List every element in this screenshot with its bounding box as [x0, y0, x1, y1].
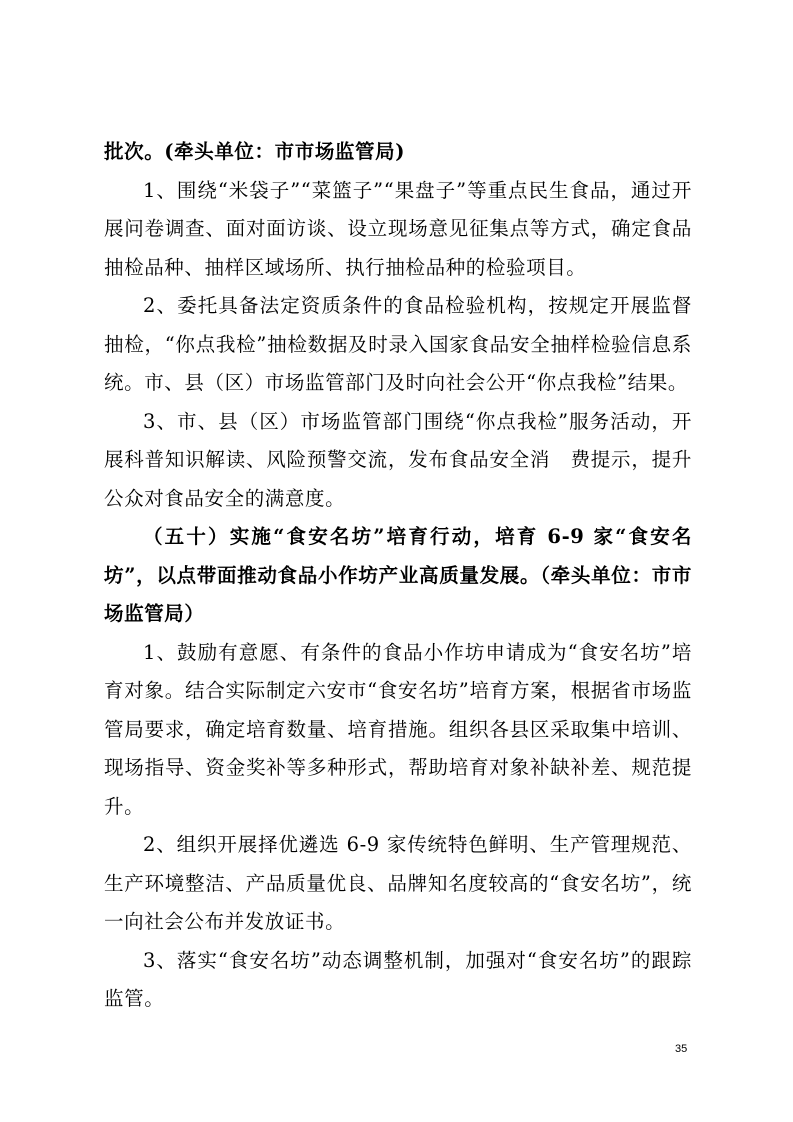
paragraph-item-3: 3、市、县（区）市场监管部门围绕“你点我检”服务活动，开展科普知识解读、风险预警交流，发布食品安全消 费提示，提升公众对食品安全的满意度。: [104, 409, 692, 510]
paragraph-item-3-section-50: 3、落实“食安名坊”动态调整机制，加强对“食安名坊”的跟踪监管。: [104, 948, 692, 1010]
section-heading-50: （五十）实施“食安名坊”培育行动，培育 6-9 家“食安名坊”，以点带面推动食品小作坊产业高质量发展。（牵头单位：市市场监管局）: [104, 525, 692, 625]
page-number: 35: [675, 1043, 688, 1055]
paragraph-lead-unit: 批次。(牵头单位：市市场监管局): [104, 140, 406, 163]
paragraph-item-2-section-50: 2、组织开展择优遴选 6-9 家传统特色鲜明、生产管理规范、生产环境整洁、产品质量优良、品牌知名度较高的“食安名坊”，统一向社会公布并发放证书。: [104, 833, 692, 933]
paragraph-item-2: 2、委托具备法定资质条件的食品检验机构，按规定开展监督抽检，“你点我检”抽检数据及时录入国家食品安全抽样检验信息系统。市、县（区）市场监管部门及时向社会公开“你点我检”结果。: [104, 294, 692, 394]
document-page: [104, 133, 692, 1019]
paragraph-item-1-section-50: 1、鼓励有意愿、有条件的食品小作坊申请成为“食安名坊”培育对象。结合实际制定六安市“食安名坊”培育方案，根据省市场监管局要求，确定培育数量、培育措施。组织各县区采取集中培训、现场指导、资金奖补等多种形式，帮助培育对象补缺补差、规范提升。: [104, 640, 692, 818]
paragraph-item-1: 1、围绕“米袋子”“菜篮子”“果盘子”等重点民生食品，通过开展问卷调查、面对面访谈、设立现场意见征集点等方式，确定食品抽检品种、抽样区域场所、执行抽检品种的检验项目。: [104, 178, 692, 279]
